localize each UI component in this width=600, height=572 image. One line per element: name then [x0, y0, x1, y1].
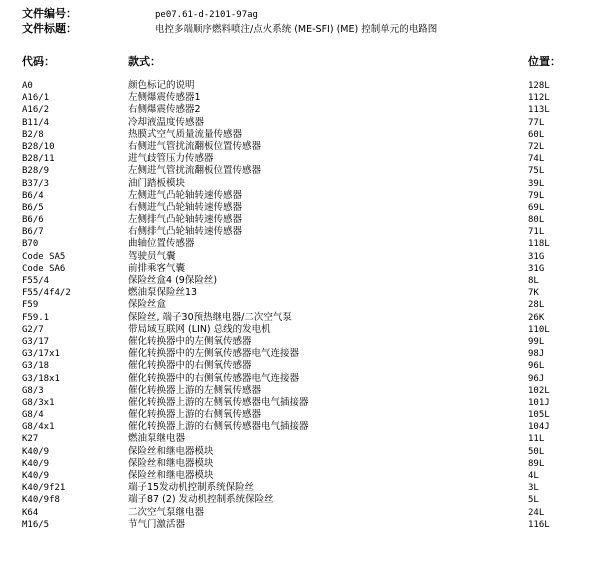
- cell-position: 113L: [528, 105, 550, 116]
- cell-position: 104J: [528, 422, 550, 433]
- cell-code: G2/7: [22, 324, 44, 335]
- table-row: [0, 117, 600, 129]
- cell-name: 保险丝和继电器模块: [128, 445, 214, 457]
- cell-position: 31G: [528, 251, 545, 262]
- cell-name: 催化转换器上游的左侧氧传感器: [128, 384, 262, 396]
- cell-code: K40/9: [22, 471, 50, 481]
- table-row: [0, 263, 600, 275]
- table-row: [0, 141, 600, 153]
- cell-code: B2/8: [22, 129, 44, 140]
- table-row: [0, 324, 600, 336]
- cell-name: 热膜式空气质量流量传感器: [128, 128, 243, 140]
- table-row: [0, 470, 600, 482]
- table-row: [0, 226, 600, 238]
- table-row: [0, 202, 600, 214]
- cell-code: B28/11: [22, 154, 55, 165]
- cell-position: 128L: [528, 81, 550, 91]
- cell-position: 3L: [528, 483, 539, 494]
- cell-name: 驾驶员气囊: [128, 250, 176, 262]
- cell-name: 催化转换器中的右侧氧传感器电气连接器: [128, 372, 300, 384]
- doc-number-value: pe07.61-d-2101-97ag: [155, 10, 258, 20]
- cell-name: 左侧进气凸轮轴转速传感器: [128, 189, 243, 201]
- table-row: [0, 409, 600, 421]
- table-row: [0, 360, 600, 372]
- cell-name: 节气门激活器: [128, 518, 186, 530]
- table-row: [0, 494, 600, 506]
- cell-position: 101J: [528, 397, 550, 408]
- cell-position: 60L: [528, 129, 545, 140]
- cell-name: 冷却液温度传感器: [128, 116, 205, 128]
- cell-position: 26K: [528, 312, 545, 323]
- cell-code: G8/3: [22, 385, 44, 396]
- cell-position: 24L: [528, 507, 545, 518]
- cell-code: K64: [22, 507, 39, 518]
- table-row: [0, 312, 600, 324]
- cell-position: 69L: [528, 202, 545, 213]
- cell-name: 进气歧管压力传感器: [128, 153, 214, 165]
- cell-code: K40/9: [22, 458, 50, 469]
- table-row: [0, 214, 600, 226]
- cell-name: 右侧进气凸轮轴转速传感器: [128, 201, 243, 213]
- cell-code: F55/4f4/2: [22, 288, 71, 299]
- table-row: [0, 165, 600, 177]
- cell-position: 50L: [528, 446, 545, 457]
- cell-position: 79L: [528, 190, 545, 201]
- cell-code: G3/18: [22, 361, 50, 372]
- cell-name: 左侧爆震传感器1: [128, 92, 201, 104]
- table-row: [0, 336, 600, 348]
- cell-code: Code SA6: [22, 263, 66, 274]
- doc-title-value: 电控多端顺序燃料喷注/点火系统 (ME-SFI) (ME) 控制单元的电路图: [155, 24, 438, 35]
- cell-name: 二次空气泵继电器: [128, 506, 205, 518]
- cell-position: 28L: [528, 300, 545, 311]
- cell-name: 端子15发动机控制系统保险丝: [128, 482, 255, 494]
- cell-position: 74L: [528, 154, 545, 165]
- cell-position: 72L: [528, 141, 545, 152]
- table-row: [0, 458, 600, 470]
- table-row: [0, 129, 600, 141]
- cell-code: G3/17x1: [22, 349, 60, 360]
- cell-position: 102L: [528, 385, 550, 396]
- cell-name: 油门踏板模块: [128, 177, 186, 189]
- cell-position: 77L: [528, 117, 545, 128]
- column-header-code: 代码：: [22, 55, 55, 68]
- cell-name: 前排乘客气囊: [128, 262, 186, 274]
- cell-code: G3/18x1: [22, 373, 60, 384]
- cell-code: B6/7: [22, 227, 44, 238]
- table-row: [0, 421, 600, 433]
- cell-code: K40/9f21: [22, 483, 66, 494]
- document-meta: [22, 6, 582, 36]
- table-row: [0, 104, 600, 116]
- table-row: [0, 299, 600, 311]
- cell-position: 71L: [528, 227, 545, 238]
- cell-name: 燃油泵继电器: [128, 433, 186, 445]
- cell-code: A16/1: [22, 93, 50, 104]
- cell-code: A16/2: [22, 105, 50, 116]
- cell-name: 保险丝盒4 (9保险丝): [128, 275, 218, 286]
- cell-name: 颜色标记的说明: [128, 80, 195, 91]
- table-row: [0, 238, 600, 250]
- cell-position: 110L: [528, 324, 550, 335]
- cell-code: A0: [22, 81, 33, 91]
- table-row: [0, 373, 600, 385]
- cell-code: F55/4: [22, 276, 50, 286]
- cell-name: 催化转换器中的左侧氧传感器电气连接器: [128, 348, 300, 360]
- table-row: [0, 519, 600, 531]
- cell-name: 催化转换器上游的右侧氧传感器: [128, 409, 262, 421]
- cell-name: 燃油泵保险丝13: [128, 287, 198, 299]
- cell-position: 99L: [528, 336, 545, 347]
- table-row: [0, 433, 600, 445]
- cell-position: 80L: [528, 215, 545, 226]
- cell-position: 96L: [528, 361, 545, 372]
- cell-code: K27: [22, 434, 39, 445]
- column-header-position: 位置：: [528, 55, 561, 68]
- cell-code: G3/17: [22, 336, 50, 347]
- cell-position: 39L: [528, 178, 545, 189]
- cell-name: 带局域互联网 (LIN) 总线的发电机: [128, 323, 271, 335]
- cell-position: 98J: [528, 349, 545, 360]
- table-row: [0, 178, 600, 190]
- cell-position: 7K: [528, 288, 539, 299]
- table-row: [0, 251, 600, 263]
- table-row: [0, 80, 600, 92]
- cell-code: B11/4: [22, 117, 50, 128]
- cell-position: 5L: [528, 495, 539, 506]
- doc-number-label: 文件编号：: [22, 7, 77, 20]
- cell-name: 保险丝, 端子30预热继电器/二次空气泵: [128, 311, 292, 323]
- cell-name: 催化转换器上游的左侧氧传感器电气插接器: [128, 396, 309, 408]
- cell-code: B70: [22, 239, 39, 250]
- doc-title-row: [22, 21, 582, 36]
- cell-name: 右侧爆震传感器2: [128, 104, 201, 116]
- table-row: [0, 275, 600, 287]
- cell-name: 催化转换器上游的右侧氧传感器电气插接器: [128, 421, 309, 433]
- cell-code: B37/3: [22, 178, 50, 189]
- cell-name: 保险丝和继电器模块: [128, 457, 214, 469]
- cell-position: 31G: [528, 263, 545, 274]
- cell-name: 催化转换器中的左侧氧传感器: [128, 335, 252, 347]
- cell-position: 116L: [528, 519, 550, 530]
- cell-name: 曲轴位置传感器: [128, 238, 195, 250]
- table-body: [0, 80, 600, 531]
- cell-position: 4L: [528, 471, 539, 481]
- table-row: [0, 482, 600, 494]
- table-row: [0, 287, 600, 299]
- cell-position: 96J: [528, 373, 545, 384]
- cell-position: 118L: [528, 239, 550, 250]
- table-row: [0, 385, 600, 397]
- cell-name: 左侧排气凸轮轴转速传感器: [128, 214, 243, 226]
- cell-code: G8/4: [22, 410, 44, 421]
- table-row: [0, 507, 600, 519]
- cell-code: K40/9: [22, 446, 50, 457]
- table-row: [0, 446, 600, 458]
- cell-name: 保险丝和继电器模块: [128, 470, 214, 481]
- cell-position: 75L: [528, 166, 545, 177]
- table-row: [0, 348, 600, 360]
- cell-position: 105L: [528, 410, 550, 421]
- cell-code: Code SA5: [22, 251, 66, 262]
- column-header-name: 款式：: [128, 55, 161, 68]
- cell-position: 89L: [528, 458, 545, 469]
- cell-code: B28/9: [22, 166, 50, 177]
- cell-name: 右侧进气管扰流翻板位置传感器: [128, 140, 262, 152]
- cell-code: M16/5: [22, 519, 50, 530]
- cell-code: B6/5: [22, 202, 44, 213]
- cell-code: G8/3x1: [22, 397, 55, 408]
- cell-position: 112L: [528, 93, 550, 104]
- cell-code: F59: [22, 300, 39, 311]
- cell-code: K40/9f8: [22, 495, 60, 506]
- cell-code: F59.1: [22, 312, 50, 323]
- table-header: [0, 54, 600, 70]
- cell-code: B28/10: [22, 141, 55, 152]
- cell-name: 左侧进气管扰流翻板位置传感器: [128, 165, 262, 177]
- table-row: [0, 190, 600, 202]
- cell-name: 催化转换器中的右侧氧传感器: [128, 360, 252, 372]
- cell-code: B6/6: [22, 215, 44, 226]
- cell-name: 右侧排气凸轮轴转速传感器: [128, 226, 243, 238]
- cell-code: G8/4x1: [22, 422, 55, 433]
- table-row: [0, 397, 600, 409]
- cell-name: 端子87 (2) 发动机控制系统保险丝: [128, 494, 274, 506]
- cell-position: 11L: [528, 434, 545, 445]
- doc-number-row: [22, 6, 582, 21]
- cell-position: 8L: [528, 276, 539, 286]
- cell-name: 保险丝盒: [128, 299, 167, 311]
- table-row: [0, 92, 600, 104]
- cell-code: B6/4: [22, 190, 44, 201]
- doc-title-label: 文件标题：: [22, 22, 77, 35]
- table-row: [0, 153, 600, 165]
